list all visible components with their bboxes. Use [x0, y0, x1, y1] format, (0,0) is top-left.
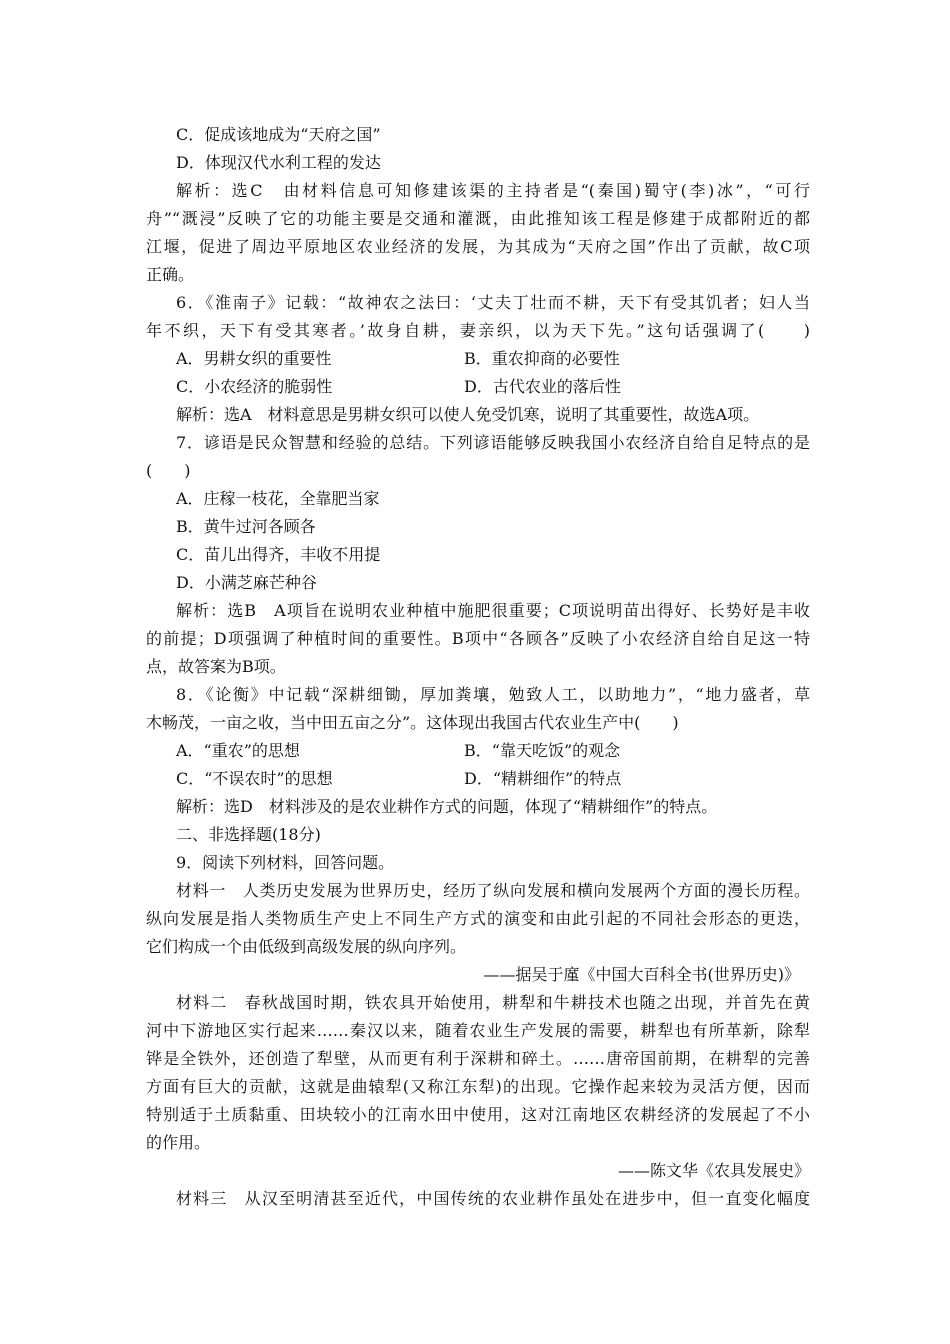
q6-options-cd	[176, 377, 810, 397]
q6-option-b: B．重农抑商的必要性	[464, 349, 620, 368]
analysis-q5-line3: 江堰，促进了周边平原地区农业经济的发展，为其成为“天府之国”作出了贡献，故C项	[146, 237, 810, 256]
material-2-line4: 方面有巨大的贡献，这就是曲辕犁(又称江东犁)的出现。它操作起来较为灵活方便，因而	[146, 1077, 810, 1096]
analysis-q5-line4: 正确。	[146, 265, 195, 284]
question-9: 9．阅读下列材料，回答问题。	[176, 853, 395, 872]
question-6-line1: 6．《淮南子》记载：“故神农之法曰：‘丈夫丁壮而不耕，天下有受其饥者；妇人当	[176, 293, 810, 312]
material-2-line2: 河中下游地区实行起来……秦汉以来，随着农业生产发展的需要，耕犁也有所革新，除犁	[146, 1021, 810, 1040]
material-1-line2: 纵向发展是指人类物质生产史上不同生产方式的演变和由此引起的不同社会形态的更迭，	[146, 909, 810, 928]
q6-option-d: D．古代农业的落后性	[464, 377, 621, 396]
question-7-line1: 7．谚语是民众智慧和经验的总结。下列谚语能够反映我国小农经济自给自足特点的是	[176, 433, 810, 452]
q7-option-b: B．黄牛过河各顾各	[176, 517, 316, 536]
analysis-q5-line2: 舟”“溉浸”反映了它的功能主要是交通和灌溉，由此推知该工程是修建于成都附近的都	[146, 209, 810, 228]
material-2-line1: 材料二 春秋战国时期，铁农具开始使用，耕犁和牛耕技术也随之出现，并首先在黄	[176, 993, 810, 1012]
question-8-line1: 8．《论衡》中记载“深耕细锄，厚加粪壤，勉致人工，以助地力”，“地力盛者，草	[176, 685, 810, 704]
q8-options-ab	[176, 741, 810, 761]
material-2-line3: 铧是全铁外，还创造了犁壁，从而更有利于深耕和碎土。……唐帝国前期，在耕犁的完善	[146, 1049, 810, 1068]
option-c-q5: C．促成该地成为“天府之国”	[176, 125, 381, 144]
q7-option-d: D．小满芝麻芒种谷	[176, 573, 317, 592]
q7-option-a: A．庄稼一枝花，全靠肥当家	[176, 489, 380, 508]
q6-option-a: A．男耕女织的重要性	[176, 349, 332, 368]
q8-option-d: D．“精耕细作”的特点	[464, 769, 622, 788]
q7-option-c: C．苗儿出得齐，丰收不用提	[176, 545, 381, 564]
q8-options-cd	[176, 769, 810, 789]
analysis-q5-line1: 解析：选C 由材料信息可知修建该渠的主持者是“(秦国)蜀守(李)冰”，“可行	[176, 181, 810, 200]
q8-option-c: C．“不误农时”的思想	[176, 769, 333, 788]
question-7-line2: ( )	[146, 461, 191, 480]
analysis-q7-line1: 解析：选B A项旨在说明农业种植中施肥很重要；C项说明苗出得好、长势好是丰收	[176, 601, 810, 620]
material-3-line1: 材料三 从汉至明清甚至近代，中国传统的农业耕作虽处在进步中，但一直变化幅度	[176, 1189, 810, 1208]
q8-option-b: B．“靠天吃饭”的观念	[464, 741, 621, 760]
material-1-source: ——据吴于廑《中国大百科全书(世界历史)》	[483, 965, 800, 984]
section-heading: 二、非选择题(18分)	[176, 825, 321, 844]
material-2-line6: 的作用。	[146, 1133, 211, 1152]
material-2-source: ——陈文华《农具发展史》	[617, 1161, 810, 1180]
material-1-line3: 它们构成一个由低级到高级发展的纵向序列。	[146, 937, 467, 956]
analysis-q7-line2: 的前提；D项强调了种植时间的重要性。B项中“各顾各”反映了小农经济自给自足这一特	[146, 629, 810, 648]
material-2-line5: 特别适于土质黏重、田块较小的江南水田中使用，这对江南地区农耕经济的发展起了不小	[146, 1105, 810, 1124]
analysis-q7-line3: 点，故答案为B项。	[146, 657, 286, 676]
material-1-line1: 材料一 人类历史发展为世界历史，经历了纵向发展和横向发展两个方面的漫长历程。	[176, 881, 810, 900]
analysis-q6: 解析：选A 材料意思是男耕女织可以使人免受饥寒，说明了其重要性，故选A项。	[176, 405, 760, 424]
question-8-line2: 木畅茂，一亩之收，当中田五亩之分”。这体现出我国古代农业生产中( )	[146, 713, 679, 732]
question-6-line2: 年不织，天下有受其寒者。’故身自耕，妻亲织，以为天下先。”这句话强调了( )	[146, 321, 810, 340]
q6-option-c: C．小农经济的脆弱性	[176, 377, 333, 396]
q8-option-a: A．“重农”的思想	[176, 741, 300, 760]
analysis-q8: 解析：选D 材料涉及的是农业耕作方式的问题，体现了“精耕细作”的特点。	[176, 797, 718, 816]
q6-options-ab	[176, 349, 810, 369]
option-d-q5: D．体现汉代水利工程的发达	[176, 153, 381, 172]
